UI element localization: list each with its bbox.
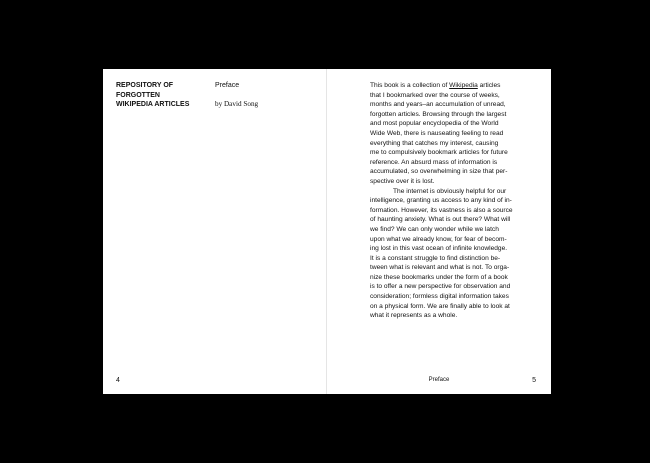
page-number-left: 4 (116, 377, 120, 384)
body-line: spective over it is lost. (370, 177, 435, 185)
body-line: accumulated, so overwhelming in size that per- (370, 168, 508, 176)
wikipedia-link[interactable]: Wikipedia (449, 82, 478, 89)
book-spread (103, 69, 551, 394)
running-footer: Preface (428, 377, 450, 383)
book-title-line: FORGOTTEN (116, 91, 160, 99)
body-line: reference. An absurd mass of information is (370, 158, 498, 166)
body-line: The internet is obviously helpful for our (393, 187, 507, 195)
right-page (327, 69, 551, 394)
left-page (103, 69, 327, 394)
body-line: upon what we already know, for fear of becom- (370, 235, 507, 243)
body-line: It is a constant struggle to find distinction be- (370, 254, 501, 262)
body-line: This book is a collection of Wikipedia articles (370, 82, 501, 89)
body-line: is to offer a new perspective for observation and (370, 283, 511, 291)
body-line: and most popular encyclopedia of the World (370, 120, 499, 128)
body-line: me to compulsively bookmark articles for future (370, 149, 508, 157)
body-line: what it represents as a whole. (370, 312, 458, 320)
body-line: forgotten articles. Browsing through the largest (370, 110, 507, 118)
body-line: nize these bookmarks under the form of a book (370, 273, 508, 281)
body-line: tween what is relevant and what is not. To orga- (370, 264, 510, 272)
body-line: ing lost in this vast ocean of infinite knowledge. (370, 245, 508, 253)
body-line: formation. However, its vastness is also a source (370, 206, 513, 214)
body-line: we find? We can only wonder while we latch (370, 225, 499, 233)
body-line: consideration; formless digital information takes (370, 293, 509, 301)
body-line: everything that catches my interest, causing (370, 139, 499, 147)
section-heading: Preface (215, 82, 240, 89)
body-line: intelligence, granting us access to any kind of in- (370, 197, 512, 205)
body-line: that I bookmarked over the course of weeks, (370, 91, 500, 99)
book-title (116, 81, 216, 110)
preface-body (370, 81, 540, 321)
body-line: Wide Web, there is nauseating feeling to read (370, 129, 504, 137)
body-line: months and years–an accumulation of unread, (370, 101, 506, 109)
page-number-right: 5 (532, 377, 536, 384)
book-title-line: WIKIPEDIA ARTICLES (116, 101, 190, 108)
body-line: on a physical form. We are finally able to look at (370, 302, 510, 310)
book-title-line: REPOSITORY OF (116, 82, 174, 89)
author-byline: by David Song (215, 100, 259, 108)
body-line: of haunting anxiety. What is out there? What will (370, 216, 511, 224)
